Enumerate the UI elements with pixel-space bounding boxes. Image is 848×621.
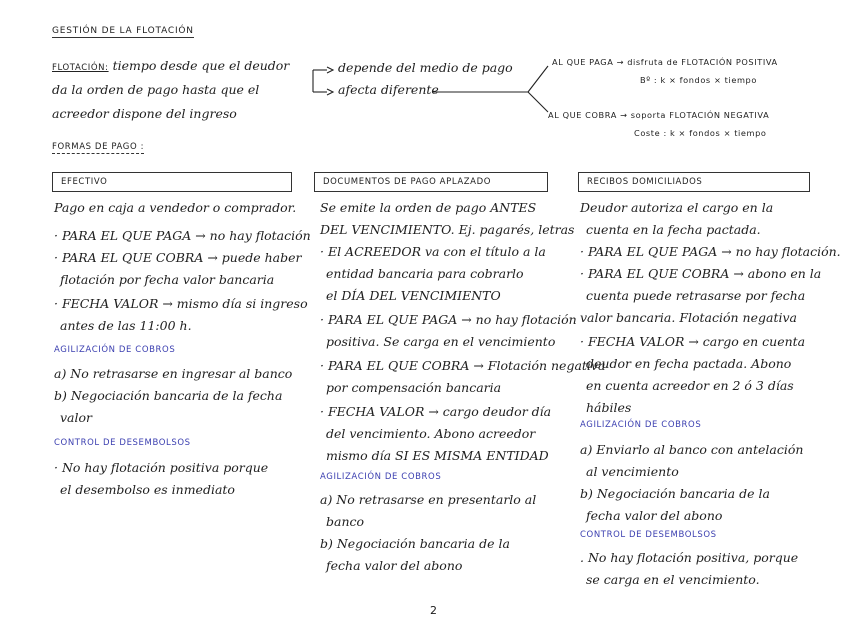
column-line: DEL VENCIMIENTO. Ej. pagarés, letras (320, 222, 575, 237)
column-line: banco (326, 514, 365, 529)
column-line: positiva. Se carga en el vencimiento (326, 334, 556, 349)
column-line: al vencimiento (586, 464, 679, 479)
column-line: cuenta en la fecha pactada. (586, 222, 761, 237)
column-line: a) No retrasarse en ingresar al banco (54, 366, 293, 381)
header-deferred-documents: DOCUMENTOS DE PAGO APLAZADO (314, 172, 548, 192)
outcome-payer-formula: Bº : k × fondos × tiempo (640, 75, 757, 85)
page-title: GESTIÓN DE LA FLOTACIÓN (52, 26, 194, 36)
column-line: · PARA EL QUE PAGA → no hay flotación. (580, 244, 841, 259)
column-line: · PARA EL QUE COBRA → Flotación negativa (320, 358, 606, 373)
column-line: CONTROL DE DESEMBOLSOS (580, 530, 717, 540)
column-line: Se emite la orden de pago ANTES (320, 200, 537, 215)
column-line: b) Negociación bancaria de la fecha (54, 388, 283, 403)
header-direct-debit: RECIBOS DOMICILIADOS (578, 172, 810, 192)
column-line: por compensación bancaria (326, 380, 502, 395)
column-line: AGILIZACIÓN DE COBROS (54, 345, 176, 355)
column-line: a) No retrasarse en presentarlo al (320, 492, 537, 507)
column-line: · FECHA VALOR → cargo en cuenta (580, 334, 806, 349)
column-line: deudor en fecha pactada. Abono (586, 356, 792, 371)
column-line: AGILIZACIÓN DE COBROS (580, 420, 702, 430)
page-number: 2 (430, 604, 437, 617)
column-line: · No hay flotación positiva porque (54, 460, 269, 475)
column-line: · PARA EL QUE COBRA → abono en la (580, 266, 822, 281)
outcome-payer: AL QUE PAGA → disfruta de FLOTACIÓN POSITIVA (552, 57, 778, 67)
column-line: fecha valor del abono (326, 558, 463, 573)
column-line: b) Negociación bancaria de la (580, 486, 770, 501)
column-line: el desembolso es inmediato (60, 482, 235, 497)
payment-forms-heading: FORMAS DE PAGO : (52, 142, 145, 152)
column-line: · PARA EL QUE COBRA → puede haber (54, 250, 302, 265)
column-line: se carga en el vencimiento. (586, 572, 760, 587)
column-line: cuenta puede retrasarse por fecha (586, 288, 806, 303)
definition-term: FLOTACIÓN: (52, 63, 109, 73)
column-line: entidad bancaria para cobrarlo (326, 266, 524, 281)
column-line: flotación por fecha valor bancaria (60, 272, 275, 287)
column-line: Pago en caja a vendedor o comprador. (54, 200, 297, 215)
column-line: hábiles (586, 400, 632, 415)
column-line: · FECHA VALOR → cargo deudor día (320, 404, 552, 419)
header-cash: EFECTIVO (52, 172, 292, 192)
column-line: Deudor autoriza el cargo en la (580, 200, 774, 215)
column-line: del vencimiento. Abono acreedor (326, 426, 536, 441)
column-line: AGILIZACIÓN DE COBROS (320, 472, 442, 482)
branch-affects: afecta diferente (338, 82, 439, 97)
column-line: valor (60, 410, 93, 425)
column-line: en cuenta acreedor en 2 ó 3 días (586, 378, 794, 393)
outcome-collector-formula: Coste : k × fondos × tiempo (634, 128, 767, 138)
column-line: · FECHA VALOR → mismo día si ingreso (54, 296, 308, 311)
outcome-collector: AL QUE COBRA → soporta FLOTACIÓN NEGATIVA (548, 110, 770, 120)
column-line: a) Enviarlo al banco con antelación (580, 442, 804, 457)
column-line: mismo día SI ES MISMA ENTIDAD (326, 448, 549, 463)
branch-depends: depende del medio de pago (338, 60, 513, 75)
column-line: valor bancaria. Flotación negativa (580, 310, 797, 325)
column-line: fecha valor del abono (586, 508, 723, 523)
column-line: CONTROL DE DESEMBOLSOS (54, 438, 191, 448)
column-line: . No hay flotación positiva, porque (580, 550, 799, 565)
column-line: · PARA EL QUE PAGA → no hay flotación (320, 312, 577, 327)
column-line: b) Negociación bancaria de la (320, 536, 510, 551)
column-line: antes de las 11:00 h. (60, 318, 192, 333)
column-line: · El ACREEDOR va con el título a la (320, 244, 546, 259)
definition-line-2: da la orden de pago hasta que el (52, 82, 260, 97)
column-line: · PARA EL QUE PAGA → no hay flotación (54, 228, 311, 243)
definition-line-3: acreedor dispone del ingreso (52, 106, 237, 121)
definition-text-1: tiempo desde que el deudor (112, 58, 290, 73)
column-line: el DÍA DEL VENCIMIENTO (326, 288, 501, 303)
